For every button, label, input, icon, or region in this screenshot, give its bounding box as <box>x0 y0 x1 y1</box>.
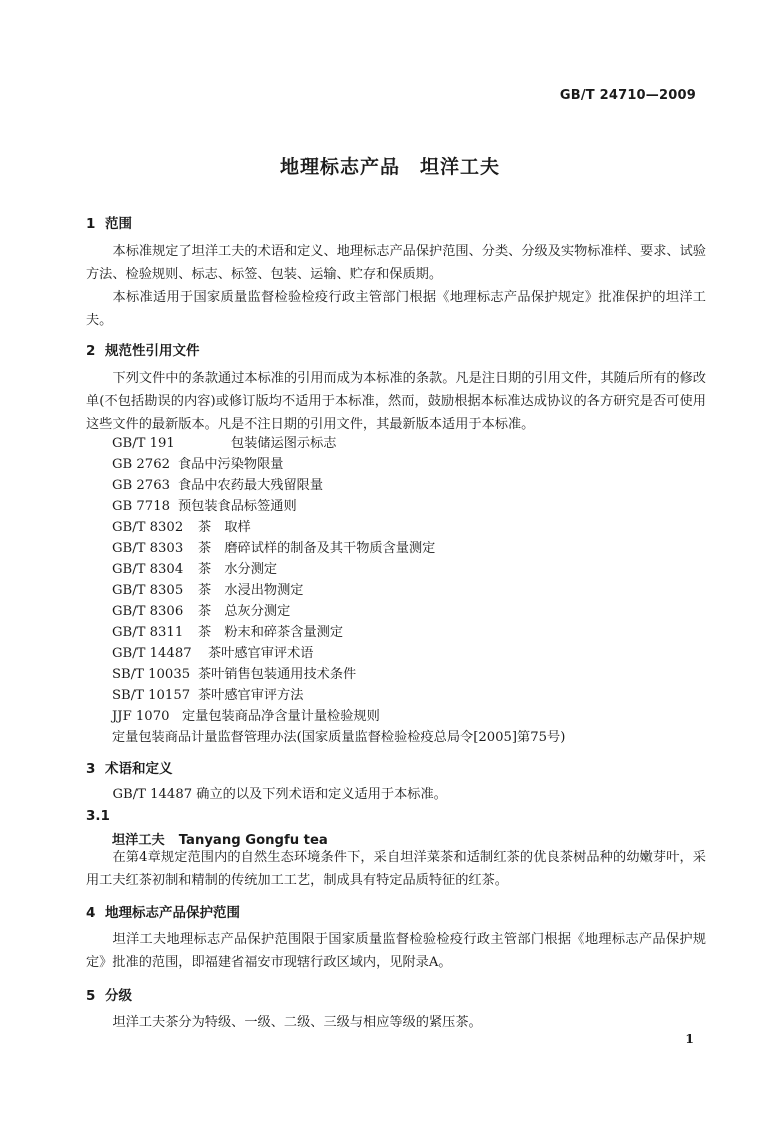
reference-title: 定量包装商品计量监督管理办法(国家质量监督检验检疫总局令[2005]第75号) <box>112 730 566 745</box>
section-number: 1 <box>86 216 96 232</box>
reference-item <box>112 705 380 724</box>
reference-code: GB/T 14487 <box>112 646 192 661</box>
section-title: 范围 <box>105 216 132 232</box>
section-2-heading <box>86 339 200 359</box>
term-chinese: 坦洋工夫 <box>112 833 165 848</box>
reference-item <box>112 579 304 598</box>
reference-code: SB/T 10035 <box>112 667 191 682</box>
reference-item <box>112 537 435 556</box>
page-number: 1 <box>685 1031 694 1046</box>
section-3-heading <box>86 757 173 777</box>
reference-title: 定量包装商品净含量计量检验规则 <box>182 709 380 724</box>
reference-title: 茶 总灰分测定 <box>198 604 291 619</box>
reference-item <box>112 600 290 619</box>
section-4-heading <box>86 901 240 921</box>
reference-code: GB/T 8311 <box>112 625 184 640</box>
reference-item <box>112 558 277 577</box>
reference-item <box>112 663 356 682</box>
reference-title: 茶叶销售包装通用技术条件 <box>198 667 357 682</box>
reference-title: 茶 水分测定 <box>198 562 278 577</box>
reference-title: 茶 取样 <box>198 520 251 535</box>
reference-item <box>112 642 314 661</box>
reference-item <box>112 432 337 451</box>
section-3-intro: GB/T 14487 确立的以及下列术语和定义适用于本标准。 <box>112 787 447 802</box>
reference-item <box>112 516 251 535</box>
reference-title: 茶叶感官审评方法 <box>198 688 304 703</box>
reference-code: GB/T 8304 <box>112 562 184 577</box>
reference-title: 茶 水浸出物测定 <box>198 583 304 598</box>
reference-code: SB/T 10157 <box>112 688 191 703</box>
section-number: 2 <box>86 343 96 359</box>
reference-item <box>112 621 343 640</box>
reference-code: GB 7718 <box>112 499 170 514</box>
reference-code: JJF 1070 <box>112 709 170 724</box>
reference-code: GB 2762 <box>112 457 170 472</box>
section-title: 规范性引用文件 <box>105 343 200 359</box>
reference-item <box>112 726 565 745</box>
section-number: 4 <box>86 905 96 921</box>
reference-code: GB/T 8306 <box>112 604 184 619</box>
reference-code: GB/T 8302 <box>112 520 184 535</box>
reference-title: 包装储运图示标志 <box>231 436 337 451</box>
reference-title: 茶叶感官审评术语 <box>208 646 314 661</box>
section-4-paragraph: 坦洋工夫地理标志产品保护范围限于国家质量监督检验检疫行政主管部门根据《地理标志产品保护规定》批准的范围，即福建省福安市现辖行政区域内，见附录A。 <box>86 932 706 970</box>
clause-number: 3.1 <box>86 808 110 824</box>
section-title: 分级 <box>105 988 132 1004</box>
reference-title: 食品中农药最大残留限量 <box>178 478 324 493</box>
reference-code: GB 2763 <box>112 478 170 493</box>
reference-title: 预包装食品标签通则 <box>178 499 297 514</box>
section-5-paragraph: 坦洋工夫茶分为特级、一级、二级、三级与相应等级的紧压茶。 <box>112 1015 482 1030</box>
section-5-heading <box>86 984 132 1004</box>
section-2-intro: 下列文件中的条款通过本标准的引用而成为本标准的条款。凡是注日期的引用文件，其随后所有的修改单(不包括勘误的内容)或修订版均不适用于本标准，然而，鼓励根据本标准达成协议的各方研究是否可使用这些文件的最新版本。凡是不注日期的引用文件，其最新版本适用于本标准。 <box>86 371 706 432</box>
reference-title: 食品中污染物限量 <box>178 457 284 472</box>
reference-item <box>112 453 284 472</box>
reference-code: GB/T 191 <box>112 436 175 451</box>
reference-code: GB/T 8305 <box>112 583 184 598</box>
term-english: Tanyang Gongfu tea <box>178 833 328 848</box>
section-1-paragraph-1: 本标准规定了坦洋工夫的术语和定义、地理标志产品保护范围、分类、分级及实物标准样、要求、试验方法、检验规则、标志、标签、包装、运输、贮存和保质期。 <box>86 244 706 282</box>
section-number: 3 <box>86 761 96 777</box>
reference-title: 茶 粉末和碎茶含量测定 <box>198 625 344 640</box>
section-1-paragraph-2: 本标准适用于国家质量监督检验检疫行政主管部门根据《地理标志产品保护规定》批准保护的坦洋工夫。 <box>86 290 706 328</box>
section-title: 术语和定义 <box>105 761 173 777</box>
section-number: 5 <box>86 988 96 1004</box>
term-definition: 在第4章规定范围内的自然生态环境条件下，采自坦洋菜茶和适制红茶的优良茶树品种的幼嫩芽叶，采用工夫红茶初制和精制的传统加工工艺，制成具有特定品质特征的红茶。 <box>86 850 706 888</box>
document-title: 地理标志产品 坦洋工夫 <box>279 156 500 178</box>
reference-item <box>112 495 297 514</box>
standard-code: GB/T 24710—2009 <box>559 88 696 103</box>
reference-title: 茶 磨碎试样的制备及其干物质含量测定 <box>198 541 436 556</box>
reference-code: GB/T 8303 <box>112 541 184 556</box>
reference-item <box>112 684 304 703</box>
section-1-heading <box>86 212 132 232</box>
section-title: 地理标志产品保护范围 <box>105 905 240 921</box>
reference-item <box>112 474 323 493</box>
